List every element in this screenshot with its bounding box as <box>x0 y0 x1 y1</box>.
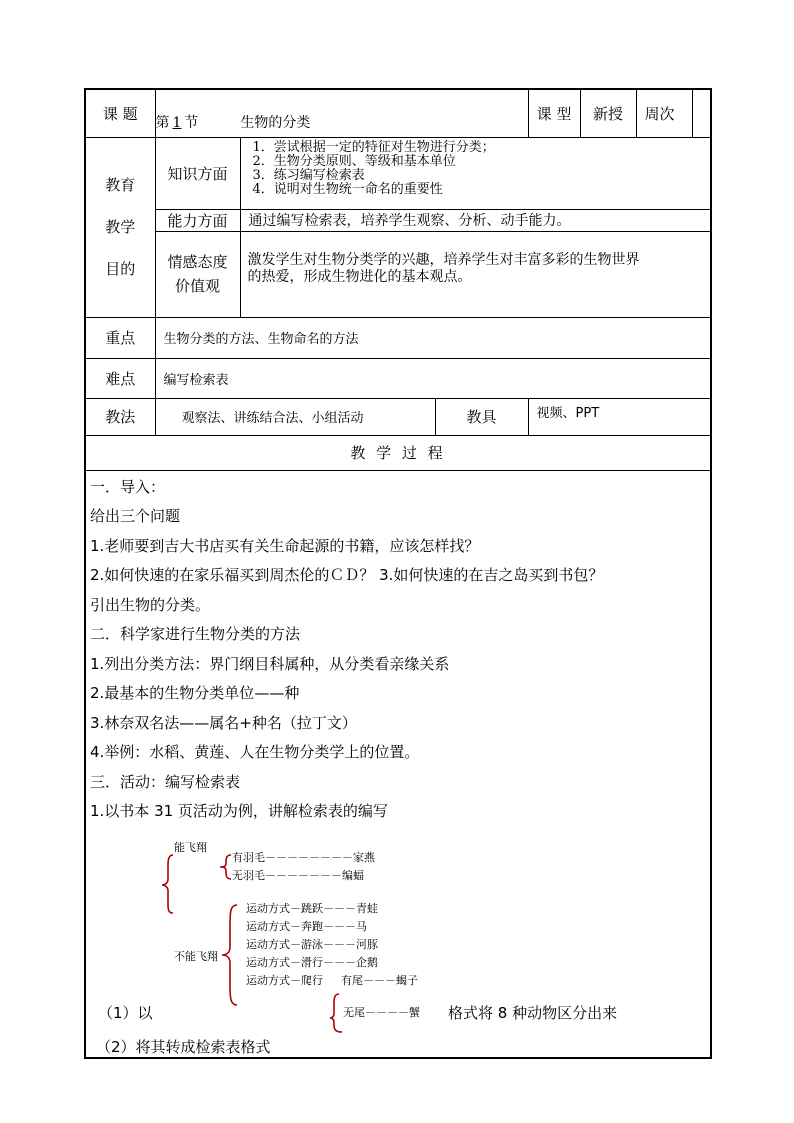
goals-label-line-2: 教学 <box>105 218 136 236</box>
knowledge-item-3: 3．练习编写检索表 <box>252 167 365 183</box>
process-line: 3.林奈双名法——属名+种名（拉丁文） <box>90 713 357 732</box>
process-line: 1.老师要到吉大书店买有关生命起源的书籍，应该怎样找？ <box>90 536 480 555</box>
tree-cannot-fly: 不能飞翔 <box>174 949 218 963</box>
process-line: 2.最基本的生物分类单位——种 <box>90 684 300 702</box>
section-suffix: 节 <box>184 114 199 131</box>
goals-label-line-3: 目的 <box>105 260 136 278</box>
ke-xing-value: 新授 <box>580 89 636 137</box>
knowledge-label: 知识方面 <box>155 137 240 209</box>
emotion-row <box>85 231 711 317</box>
tree-no-tail: 无尾－－－－蟹 <box>343 1005 420 1019</box>
ability-text: 通过编写检索表，培养学生观察、分析、动手能力。 <box>240 209 711 231</box>
process-line: 1.列出分类方法：界门纲目科属种，从分类看亲缘关系 <box>90 654 450 673</box>
process-line: 2.如何快速的在家乐福买到周杰伦的ＣＤ？ 3.如何快速的在吉之岛买到书包？ <box>90 566 604 584</box>
method-row <box>85 398 711 435</box>
difficulty-row <box>85 358 711 398</box>
lesson-plan-table <box>84 88 712 1059</box>
ability-row <box>85 209 711 231</box>
tree-tail: 有尾－－－蝎子 <box>341 973 418 987</box>
goals-label <box>85 137 155 317</box>
process-title-row <box>85 435 711 470</box>
tools-text: 视频、PPT <box>528 398 711 435</box>
emotion-label <box>155 231 240 317</box>
process-body-row <box>85 470 711 1058</box>
emotion-text-line-1: 激发学生对生物分类学的兴趣，培养学生对丰富多彩的生物世界 <box>247 251 640 268</box>
goals-label-line-1: 教育 <box>105 176 136 194</box>
classification-tree <box>90 827 710 1037</box>
emotion-label-line-1: 情感态度 <box>167 253 228 271</box>
process-line: 二．科学家进行生物分类的方法 <box>90 625 301 643</box>
emotion-text <box>240 231 711 317</box>
key-point-label: 重点 <box>85 317 155 358</box>
tree-feather: 有羽毛－－－－－－－－家燕 <box>232 850 375 864</box>
process-line: 1.以书本 31 页活动为例，讲解检索表的编写 <box>90 802 388 820</box>
process-title: 教 学 过 程 <box>85 435 711 470</box>
tree-motion-3: 运动方式－游泳－－－河豚 <box>246 937 378 951</box>
zhou-ci-label: 周次 <box>636 89 692 137</box>
process-line: 一．导入： <box>90 477 166 496</box>
section-prefix: 第 <box>155 114 170 131</box>
step-2: （2）将其转成检索表格式 <box>96 1037 271 1056</box>
knowledge-item-1: 1．尝试根据一定的特征对生物进行分类； <box>252 139 495 155</box>
header-row <box>85 89 711 137</box>
tree-no-feather: 无羽毛－－－－－－－编蝠 <box>232 868 364 882</box>
emotion-text-line-2: 的热爱，形成生物进化的基本观点。 <box>247 268 472 285</box>
tree-motion-5: 运动方式－爬行 <box>246 973 323 987</box>
process-body <box>85 470 711 1058</box>
process-line: 三．活动：编写检索表 <box>90 772 241 791</box>
knowledge-item-2: 2．生物分类原则、等级和基本单位 <box>252 153 456 169</box>
tools-label: 教具 <box>435 398 528 435</box>
key-point-text: 生物分类的方法、生物命名的方法 <box>155 317 711 358</box>
difficulty-text: 编写检索表 <box>155 358 711 398</box>
ke-xing-label: 课 型 <box>528 89 580 137</box>
tree-motion-2: 运动方式－奔跑－－－马 <box>246 919 367 933</box>
knowledge-row <box>85 137 711 209</box>
knowledge-items <box>240 137 711 209</box>
tree-motion-4: 运动方式－滑行－－－企鹅 <box>246 955 378 969</box>
method-text: 观察法、讲练结合法、小组活动 <box>155 398 435 435</box>
key-point-row <box>85 317 711 358</box>
emotion-label-line-2: 价值观 <box>174 277 220 295</box>
knowledge-item-4: 4．说明对生物统一命名的重要性 <box>252 181 443 197</box>
ke-ti-label: 课 题 <box>85 89 155 137</box>
lesson-title-cell <box>155 89 528 137</box>
zhou-ci-value <box>692 89 711 137</box>
process-line: 4.举例：水稻、黄莲、人在生物分类学上的位置。 <box>90 743 420 761</box>
process-line: 给出三个问题 <box>90 507 181 525</box>
difficulty-label: 难点 <box>85 358 155 398</box>
method-label: 教法 <box>85 398 155 435</box>
tree-motion-1: 运动方式－跳跃－－－青蛙 <box>246 901 378 915</box>
step-1-suffix: 格式将 8 种动物区分出来 <box>448 1003 618 1022</box>
section-number: 1 <box>172 114 182 131</box>
step-1-prefix: （1）以 <box>98 1003 153 1022</box>
lesson-title: 生物的分类 <box>240 114 311 131</box>
ability-label: 能力方面 <box>155 209 240 231</box>
process-line: 引出生物的分类。 <box>90 595 211 614</box>
tree-can-fly: 能飞翔 <box>174 840 207 854</box>
